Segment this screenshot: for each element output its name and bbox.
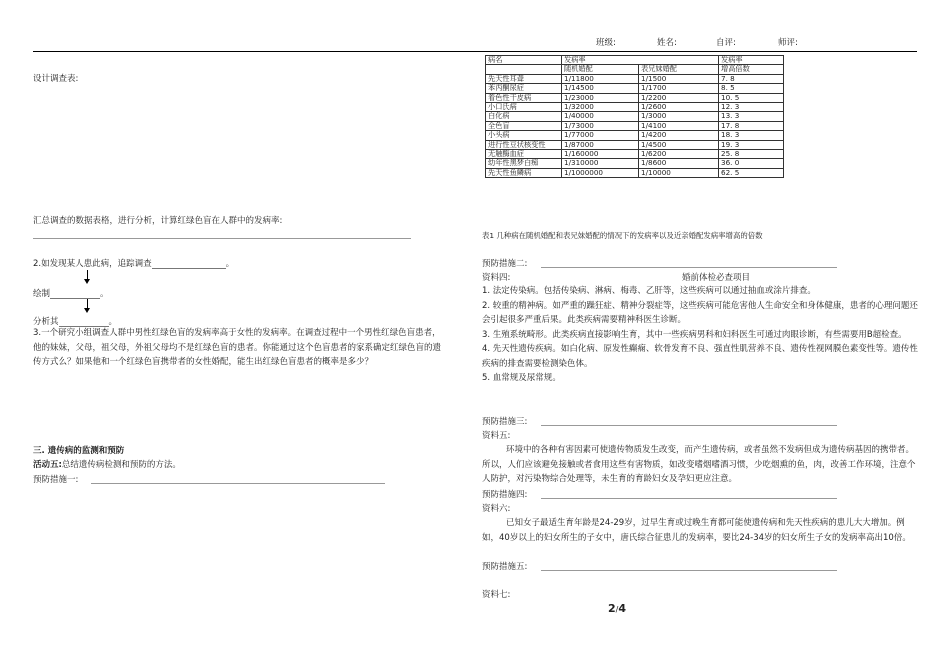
table-cell-random: 1/160000 xyxy=(562,150,639,159)
section3-title: 三. 遗传病的监测和预防 xyxy=(33,446,125,456)
table-cell-name: 小口氏病 xyxy=(486,103,562,112)
table-cell-name: 先天性鱼鳞病 xyxy=(486,168,562,177)
self-eval-label: 自评: xyxy=(716,38,736,48)
table-cell-mult: 7. 8 xyxy=(719,74,784,83)
table-cell-cousin: 1/4500 xyxy=(639,140,719,149)
table-cell-name: 苯丙酮尿症 xyxy=(486,84,562,93)
name-label: 姓名: xyxy=(657,38,677,48)
q2-blank[interactable] xyxy=(152,259,226,269)
table-cell-random: 1/32000 xyxy=(562,103,639,112)
mat6-text: 已知女子最适生育年龄是24-29岁，过早生育或过晚生育都可能使遗传病和先天性疾病的患儿大大增加。例如，40岁以上的妇女所生的子女中，唐氏综合征患儿的发病率，要比24-34岁的妇女所生子女的发病率高出10倍。 xyxy=(482,518,911,543)
table-cell-name: 幼年性黑梦白痴 xyxy=(486,159,562,168)
table-header-rate: 发病率 xyxy=(562,56,719,65)
mat4-list xyxy=(482,284,918,386)
table-row xyxy=(486,131,784,140)
arrow-down-2-icon xyxy=(84,308,90,313)
prevent4-label: 预防措施四: xyxy=(482,490,528,500)
activity5-text: 总结遗传病检测和预防的方法。 xyxy=(61,460,181,470)
draw-text: 绘制 xyxy=(33,289,51,299)
draw-line xyxy=(33,287,109,299)
table-cell-cousin: 1/8600 xyxy=(639,159,719,168)
mat4-label: 资料四: xyxy=(482,273,511,283)
page-current: 2 xyxy=(608,602,616,615)
draw-blank[interactable] xyxy=(50,289,100,299)
summary-text: 汇总调查的数据表格，进行分析，计算红绿色盲在人群中的发病率: xyxy=(33,216,283,226)
mat7-label: 资料七: xyxy=(482,590,511,600)
table-cell-mult: 12. 3 xyxy=(719,103,784,112)
list-item: 2. 较重的精神病。如严重的躁狂症、精神分裂症等，这些疾病可能危害他人生命安全和身体健康，患者的心理问题还会引起很多严重后果。此类疾病需要精神科医生诊断。 xyxy=(482,300,918,325)
table-cell-mult: 13. 3 xyxy=(719,112,784,121)
table-cell-random: 1/73000 xyxy=(562,121,639,130)
activity5-line xyxy=(33,458,181,470)
table-row xyxy=(486,74,784,83)
list-item: 4. 先天性遗传疾病。如白化病、原发性癫痫、软骨发育不良、强直性肌营养不良、遗传性视网膜色素变性等。遗传性疾病的排查需要检测染色体。 xyxy=(482,344,918,369)
prevent5-answer-line[interactable] xyxy=(541,570,837,571)
list-item: 1. 法定传染病。包括传染病、淋病、梅毒、乙肝等，这些疾病可以通过抽血或涂片排查。 xyxy=(482,286,816,296)
q2-text: 2.如发现某人患此病，追踪调查 xyxy=(33,259,152,269)
table-cell-name: 白化病 xyxy=(486,112,562,121)
table-caption: 表1 几种病在随机婚配和表兄妹婚配的情况下的发病率以及近亲婚配发病率增高的倍数 xyxy=(482,231,763,240)
table-cell-cousin: 1/4100 xyxy=(639,121,719,130)
teacher-eval-label: 师评: xyxy=(778,38,798,48)
mat4-title: 婚前体检必查项目 xyxy=(682,273,751,283)
table-cell-mult: 10. 5 xyxy=(719,93,784,102)
table-cell-random: 1/87000 xyxy=(562,140,639,149)
mat5-text: 环境中的各种有害因素可使遗传物质发生改变，而产生遗传病，或者虽然不发病但成为遗传病基因的携带者。所以，人们应该避免接触或者食用这些有害物质，如改变嗜烟嗜酒习惯，少吃烟熏的鱼，肉，改善工作环境，注意个人防护，对污染物综合处理等，未生育的育龄妇女及孕妇更应注意。 xyxy=(482,445,916,484)
table-cell-mult: 17. 8 xyxy=(719,121,784,130)
prevent3-label: 预防措施三: xyxy=(482,417,528,427)
table-row xyxy=(486,168,784,177)
q2-suffix: 。 xyxy=(225,259,235,269)
page-number xyxy=(608,602,626,615)
table-cell-random: 1/23000 xyxy=(562,93,639,102)
disease-rate-table xyxy=(485,55,784,178)
table-cell-name: 着色性干皮病 xyxy=(486,93,562,102)
table-header-random: 随机婚配 xyxy=(562,65,639,74)
header-divider xyxy=(33,51,917,52)
page-total: 4 xyxy=(618,602,627,615)
table-row xyxy=(486,84,784,93)
table-cell-name: 进行性豆状核变性 xyxy=(486,140,562,149)
prevent2-label: 预防措施二: xyxy=(482,259,528,269)
page-separator: / xyxy=(615,605,619,614)
table-header-multiple: 增高倍数 xyxy=(719,65,784,74)
table-cell-random: 1/11800 xyxy=(562,74,639,83)
mat5-label: 资料五: xyxy=(482,431,511,441)
activity5-label: 活动五: xyxy=(33,460,62,470)
analyze-text: 分析其 xyxy=(33,317,59,327)
table-cell-cousin: 1/10000 xyxy=(639,168,719,177)
table-cell-mult: 36. 0 xyxy=(719,159,784,168)
table-cell-name: 先天性耳聋 xyxy=(486,74,562,83)
table-cell-cousin: 1/3000 xyxy=(639,112,719,121)
table-row xyxy=(486,112,784,121)
table-cell-random: 1/1000000 xyxy=(562,168,639,177)
table-cell-mult: 62. 5 xyxy=(719,168,784,177)
prevent3-answer-line[interactable] xyxy=(541,425,837,426)
prevent1-answer-line[interactable] xyxy=(91,483,385,484)
table-cell-name: 小头病 xyxy=(486,131,562,140)
draw-suffix: 。 xyxy=(100,289,109,299)
table-cell-cousin: 1/2600 xyxy=(639,103,719,112)
prevent4-answer-line[interactable] xyxy=(541,498,837,499)
q2-line xyxy=(33,257,234,269)
table-cell-cousin: 1/1500 xyxy=(639,74,719,83)
table-header-cousin: 表兄妹婚配 xyxy=(639,65,719,74)
table-cell-mult: 19. 3 xyxy=(719,140,784,149)
table-cell-random: 1/14500 xyxy=(562,84,639,93)
table-cell-mult: 25. 8 xyxy=(719,150,784,159)
table-cell-random: 1/77000 xyxy=(562,131,639,140)
table-cell-cousin: 1/1700 xyxy=(639,84,719,93)
table-cell-random: 1/40000 xyxy=(562,112,639,121)
table-header-name: 病名 xyxy=(486,56,562,65)
class-label: 班级: xyxy=(596,38,616,48)
table-cell-mult: 18. 3 xyxy=(719,131,784,140)
list-item: 5. 血常规及尿常规。 xyxy=(482,373,561,383)
prevent2-answer-line[interactable] xyxy=(541,267,837,268)
prevent5-label: 预防措施五: xyxy=(482,562,528,572)
table-cell-name: 全色盲 xyxy=(486,121,562,130)
table-cell-cousin: 1/2200 xyxy=(639,93,719,102)
table-cell-name: 无触酶血症 xyxy=(486,150,562,159)
table-row xyxy=(486,159,784,168)
prevent1-label: 预防措施一: xyxy=(33,475,79,485)
table-subheader-row xyxy=(486,65,784,74)
analyze-suffix: 。 xyxy=(108,317,118,327)
table-cell-random: 1/310000 xyxy=(562,159,639,168)
design-survey-label: 设计调查表: xyxy=(33,74,79,84)
list-item: 3. 生殖系统畸形。此类疾病直接影响生育，其中一些疾病男科和妇科医生可通过肉眼诊断，有些需要用B超检查。 xyxy=(482,329,907,340)
table-cell-cousin: 1/4200 xyxy=(639,131,719,140)
table-header-rate2: 发病率 xyxy=(719,56,784,65)
mat6-label: 资料六: xyxy=(482,504,511,514)
table-cell-mult: 8. 5 xyxy=(719,84,784,93)
arrow-down-1-icon xyxy=(84,279,90,284)
table-subheader-empty xyxy=(486,65,562,74)
summary-answer-line[interactable] xyxy=(33,238,411,239)
q3-text: 3.一个研究小组调查人群中男性红绿色盲的发病率高于女性的发病率。在调查过程中一个男性红绿色盲患者，他的妹妹，父母，祖父母，外祖父母均不是红绿色盲的患者。你能通过这个色盲患者的家系确定红绿色盲的遗传方式么？如果他和一个红绿色盲携带者的女性婚配，能生出红绿色盲患者的概率是多少？ xyxy=(33,328,442,367)
table-cell-cousin: 1/6200 xyxy=(639,150,719,159)
